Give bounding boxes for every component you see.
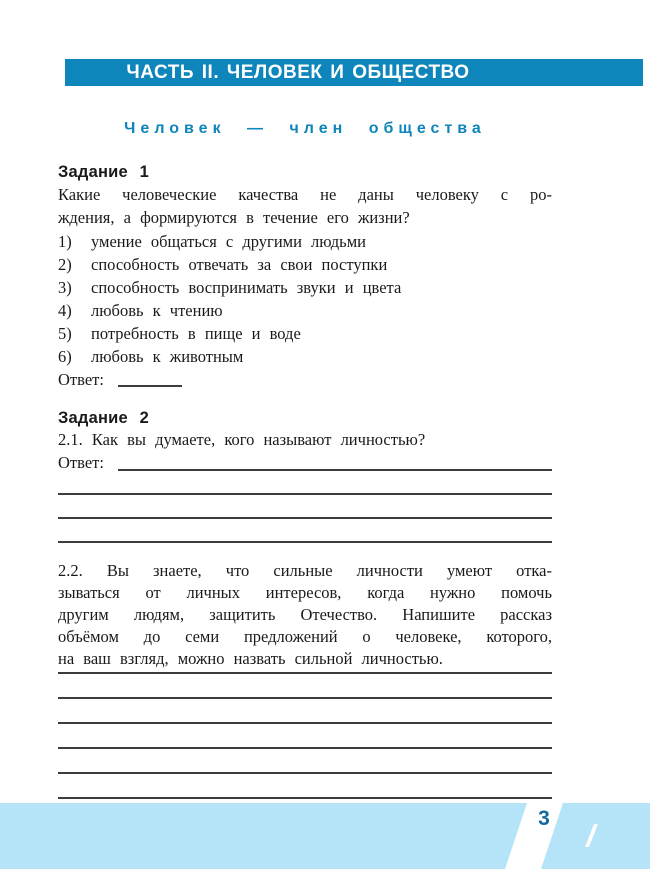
option-number: 2) bbox=[58, 255, 72, 274]
option-number: 6) bbox=[58, 347, 72, 366]
answer-blank-short bbox=[118, 385, 182, 387]
section-heading: Человек — член общества bbox=[124, 120, 486, 137]
task2-q21-answer-lines bbox=[58, 471, 552, 543]
task2-title: Задание 2 bbox=[58, 409, 150, 427]
task1-options bbox=[58, 230, 552, 368]
option-item bbox=[58, 276, 552, 299]
task2-q22-line: другим людям, защитить Отечество. Напишите рассказ bbox=[58, 605, 552, 624]
option-text: любовь к животным bbox=[91, 347, 244, 366]
option-item bbox=[58, 299, 552, 322]
chapter-banner bbox=[65, 59, 643, 86]
option-text: умение общаться с другими людьми bbox=[91, 232, 366, 251]
option-number: 3) bbox=[58, 278, 72, 297]
answer-blank-line bbox=[58, 519, 552, 543]
task2-q22-line: 2.2. Вы знаете, что сильные личности умеют отка- bbox=[58, 561, 552, 580]
option-item bbox=[58, 253, 552, 276]
task2-q22-line: зываться от личных интересов, когда нужно помочь bbox=[58, 583, 552, 602]
answer-label: Ответ: bbox=[58, 370, 104, 389]
task2-q22-line: объёмом до семи предложений о человеке, которого, bbox=[58, 627, 552, 646]
task1-question bbox=[58, 184, 552, 229]
option-item bbox=[58, 345, 552, 368]
option-item bbox=[58, 230, 552, 253]
task2-q22-answer-lines bbox=[58, 649, 552, 799]
answer-blank-line bbox=[58, 471, 552, 495]
page-number: 3 bbox=[538, 807, 550, 830]
answer-blank-line bbox=[58, 724, 552, 749]
task1-question-line: Какие человеческие качества не даны человеку с ро- bbox=[58, 185, 552, 204]
option-text: способность отвечать за свои поступки bbox=[91, 255, 388, 274]
answer-blank-line bbox=[58, 674, 552, 699]
option-number: 1) bbox=[58, 232, 72, 251]
answer-blank-line bbox=[58, 749, 552, 774]
answer-blank-line bbox=[118, 469, 552, 471]
task1-answer-row bbox=[58, 368, 552, 391]
task1-question-line: ждения, а формируются в течение его жизни? bbox=[58, 207, 410, 227]
option-number: 4) bbox=[58, 301, 72, 320]
task2-q21-text: 2.1. Как вы думаете, кого называют личностью? bbox=[58, 430, 426, 449]
chapter-banner-title: ЧАСТЬ II. ЧЕЛОВЕК И ОБЩЕСТВО bbox=[126, 61, 470, 83]
task1-title: Задание 1 bbox=[58, 163, 150, 181]
answer-blank-line bbox=[58, 495, 552, 519]
option-number: 5) bbox=[58, 324, 72, 343]
footer-band bbox=[0, 803, 650, 869]
answer-label: Ответ: bbox=[58, 453, 104, 472]
option-text: потребность в пище и воде bbox=[91, 324, 301, 343]
page-content bbox=[58, 162, 552, 799]
answer-blank-line bbox=[58, 699, 552, 724]
option-text: способность воспринимать звуки и цвета bbox=[91, 278, 402, 297]
answer-blank-line bbox=[58, 774, 552, 799]
option-text: любовь к чтению bbox=[91, 301, 223, 320]
task2-q21-answer-row bbox=[58, 451, 552, 474]
task2-q22-line: на ваш взгляд, можно назвать сильной личностью. bbox=[58, 649, 443, 668]
option-item bbox=[58, 322, 552, 345]
